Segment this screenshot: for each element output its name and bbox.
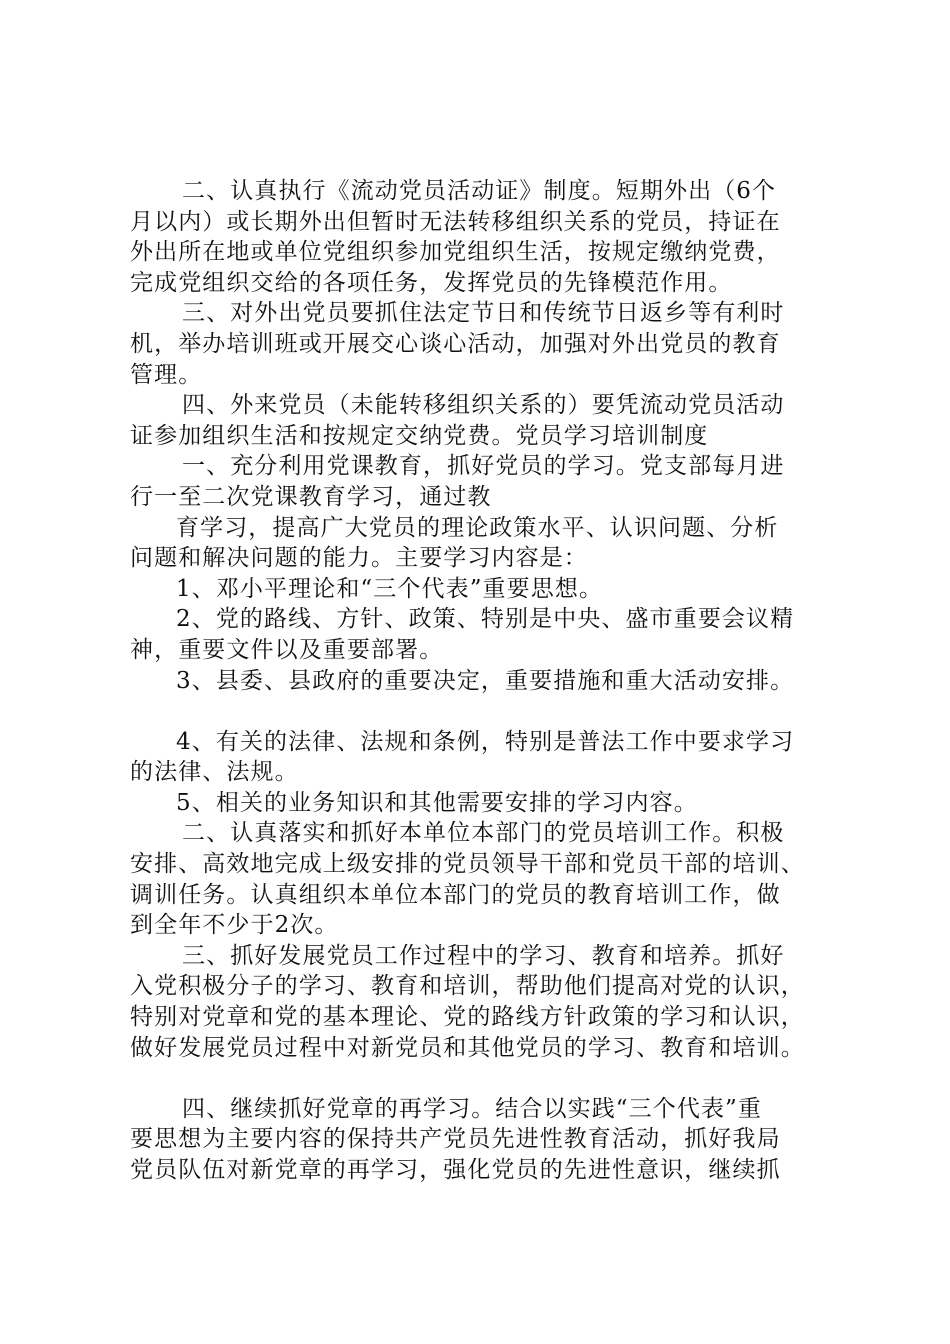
text-line: 3、县委、县政府的重要决定，重要措施和重大活动安排。 [176,667,795,694]
text-line: 做好发展党员过程中对新党员和其他党员的学习、教育和培训。 [130,1034,805,1061]
text-line: 2、党的路线、方针、政策、特别是中央、盛市重要会议精 [176,606,795,633]
text-line: 神，重要文件以及重要部署。 [130,636,444,663]
text-line: 四、外来党员（未能转移组织关系的）要凭流动党员活动 [182,392,785,419]
text-line: 二、认真执行《流动党员活动证》制度。短期外出（6个 [182,178,777,204]
text-line: 问题和解决问题的能力。主要学习内容是： [130,545,588,572]
text-line: 4、有关的法律、法规和条例，特别是普法工作中要求学习 [176,728,795,755]
text-line: 行一至二次党课教育学习，通过教 [130,483,492,510]
text-line: 的法律、法规。 [130,759,299,786]
text-line: 三、对外出党员要抓住法定节日和传统节日返乡等有利时 [182,300,785,327]
text-line: 特别对党章和党的基本理论、党的路线方针政策的学习和认识， [130,1004,805,1031]
blank-line [130,696,850,727]
document-body [130,176,850,1186]
text-line: 1、邓小平理论和“三个代表”重要思想。 [176,575,604,602]
text-line: 一、充分利用党课教育，抓好党员的学习。党支部每月进 [182,453,785,480]
blank-line [130,1063,850,1094]
text-line: 安排、高效地完成上级安排的党员领导干部和党员干部的培训、 [130,851,805,878]
text-line: 三、抓好发展党员工作过程中的学习、教育和培养。抓好 [182,942,785,969]
text-line: 调训任务。认真组织本单位本部门的党员的教育培训工作，做 [130,881,781,908]
text-line: 月以内）或长期外出但暂时无法转移组织关系的党员，持证在 [130,208,781,235]
text-line: 完成党组织交给的各项任务，发挥党员的先锋模范作用。 [130,269,733,296]
text-line: 育学习，提高广大党员的理论政策水平、认识问题、分析 [176,514,779,541]
text-line: 外出所在地或单位党组织参加党组织生活，按规定缴纳党费， [130,239,781,266]
text-line: 要思想为主要内容的保持共产党员先进性教育活动，抓好我局 [130,1126,781,1153]
text-line: 入党积极分子的学习、教育和培训，帮助他们提高对党的认识， [130,973,805,1000]
text-line: 二、认真落实和抓好本单位本部门的党员培训工作。积极 [182,820,785,847]
text-line: 党员队伍对新党章的再学习，强化党员的先进性意识，继续抓 [130,1157,781,1183]
text-line: 到全年不少于2次。 [130,912,339,939]
text-line: 机，举办培训班或开展交心谈心活动，加强对外出党员的教育 [130,330,781,357]
text-line: 管理。 [130,361,203,388]
text-line: 证参加组织生活和按规定交纳党费。党员学习培训制度 [130,422,709,449]
text-line: 5、相关的业务知识和其他需要安排的学习内容。 [176,789,698,816]
text-line: 四、继续抓好党章的再学习。结合以实践“三个代表”重 [182,1095,763,1122]
